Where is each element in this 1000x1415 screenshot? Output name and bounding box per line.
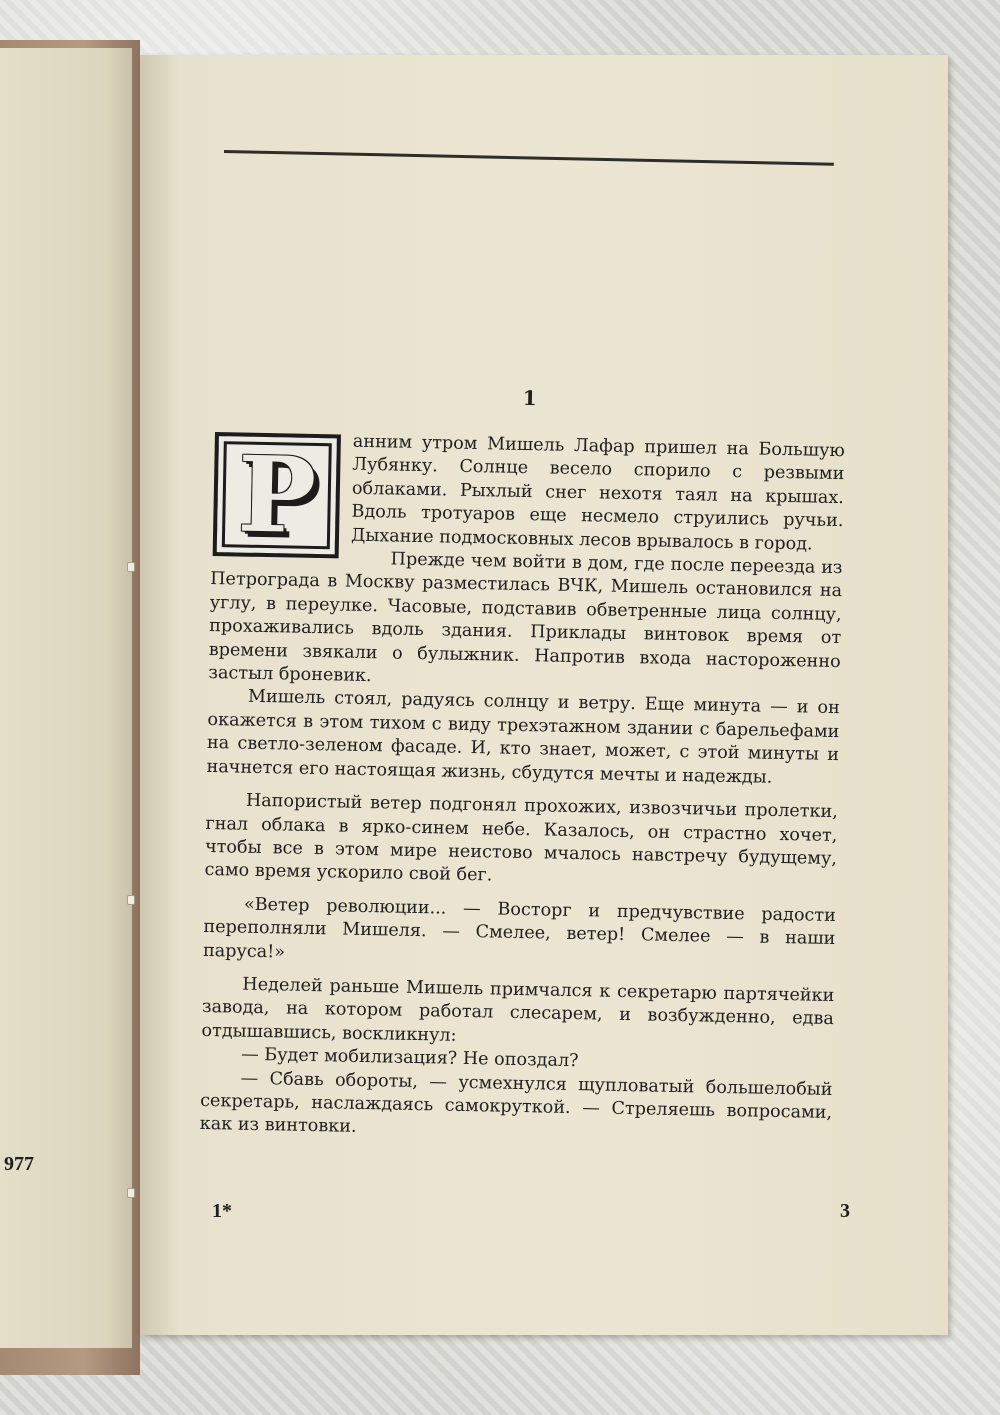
left-page: [0, 48, 132, 1348]
top-rule: [224, 150, 834, 166]
binding-stitch: [127, 895, 135, 905]
page-number: 3: [840, 1200, 850, 1222]
right-page: [140, 55, 948, 1335]
left-page-folio: 977: [4, 1153, 34, 1175]
paragraph: Мишель стоял, радуясь солнцу и ветру. Еще минута — и он окажется в этом тихом с виду трехэтажном здании с барельефами на светло-зеленом фасаде. И, кто знает, может, с этой минуты и начнется его настоящая жизнь, сбудутся мечты и надежды.: [206, 687, 841, 788]
paragraph: Напористый ветер подгонял прохожих, извозчичьи пролетки, гнал облака в ярко-синем небе. Казалось, он страстно хочет, чтобы все в этом мире неистово мчалось навстречу будущему, само время ускорило свой бег.: [204, 790, 839, 886]
drop-cap-letter: [213, 432, 341, 558]
binding-stitch: [127, 1188, 135, 1198]
dialogue-line: — Сбавь обороты, — усмехнулся щупловатый большелобый секретарь, наслаждаясь самокруткой. — Стреляешь вопросами, как из винтовки.: [199, 1068, 833, 1138]
drop-cap-glyph: Р: [236, 432, 318, 557]
paragraph: анним утром Мишель Лафар пришел на Большую Лубянку. Солнце весело спорило с резвыми облаками. Рыхлый снег нехотя таял на крышах. Вдоль тротуаров еще несмело струились ручьи. Дыхание подмосковных лесов врывалось в город.: [350, 431, 845, 555]
signature-mark: 1*: [212, 1200, 232, 1222]
paragraph: «Ветер революции... — Восторг и предчувствие радости переполняли Мишеля. — Смелее, ветер! Смелее — в наши паруса!»: [202, 894, 837, 962]
dialogue-line: — Будет мобилизация? Не опоздал?: [240, 1044, 579, 1072]
page-content: [199, 380, 845, 1149]
paragraph: Прежде чем войти в дом, где после переезда из Петрограда в Москву разместилась ВЧК, Мишель остановился на углу, в переулке. Часовые, подставив обветренные лица солнцу, прохаживались вдоль здания. Приклады винтовок время от времени звякали о булыжник. Напротив входа настороженно застыл броневик.: [208, 549, 843, 687]
binding-stitch: [127, 562, 135, 572]
paragraph: Неделей раньше Мишель примчался к секретарю партячейки завода, на котором работал слесарем, и возбужденно, едва отдышавшись, воскликнул:: [201, 974, 835, 1046]
chapter-number: 1: [522, 385, 537, 411]
